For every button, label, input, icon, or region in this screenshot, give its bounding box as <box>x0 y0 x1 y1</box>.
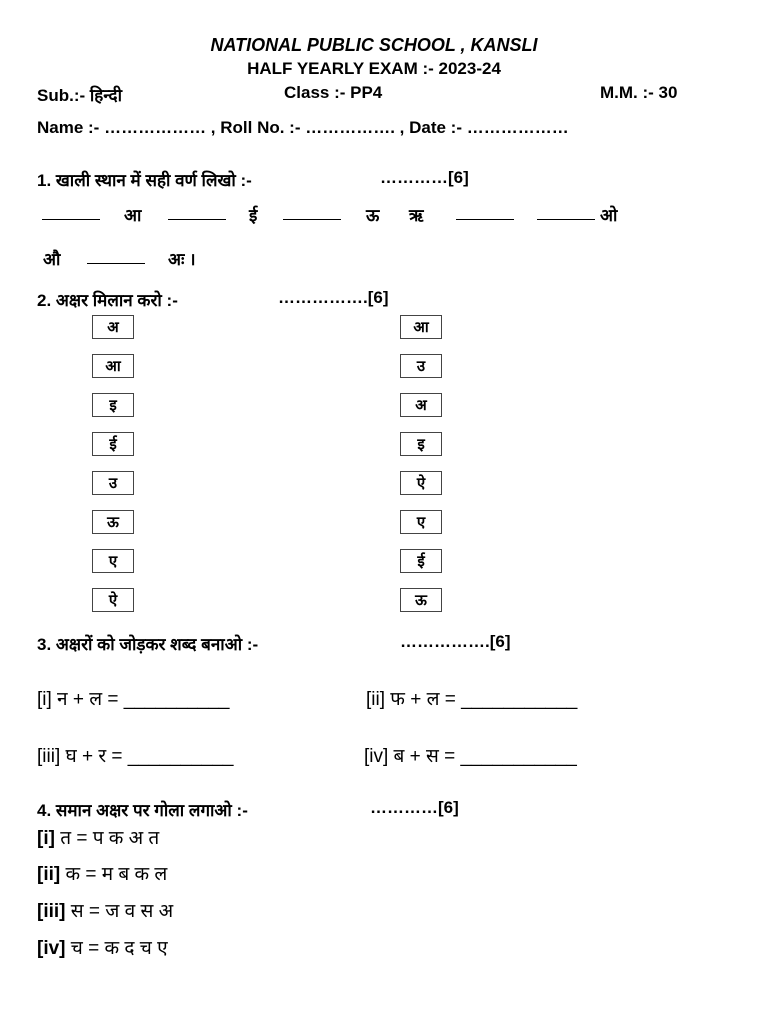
q1-letter: ओ <box>600 206 618 225</box>
q4-marks: …………[6] <box>370 798 459 817</box>
q1-letter: ई <box>249 206 258 225</box>
q4-row-text: स = ज व स अ <box>65 901 174 922</box>
match-right-box: आ <box>400 315 442 339</box>
match-left-box: इ <box>92 393 134 417</box>
q1-letter: ऊ <box>366 206 380 225</box>
school-name: NATIONAL PUBLIC SCHOOL , KANSLI <box>210 35 538 55</box>
q1-letter: औ <box>43 250 61 269</box>
q2-marks: …………….[6] <box>278 288 389 307</box>
q4-row-text: च = क द च ए <box>65 938 168 959</box>
q4-row <box>37 824 159 850</box>
q3-item: [iv] ब + स = ___________ <box>364 746 577 767</box>
q1-marks: …………[6] <box>380 168 469 187</box>
q4-row-text: क = म ब क ल <box>60 864 168 885</box>
q1-blank <box>87 249 145 269</box>
q2-title: 2. अक्षर मिलान करो :- <box>37 291 178 310</box>
q3-item: [iii] घ + र = __________ <box>37 746 234 767</box>
q4-title: 4. समान अक्षर पर गोला लगाओ :- <box>37 801 248 820</box>
q1-title: 1. खाली स्थान में सही वर्ण लिखो :- <box>37 171 252 190</box>
q4-row <box>37 934 168 960</box>
q1-blank <box>42 205 100 225</box>
match-right-box: ई <box>400 549 442 573</box>
q3-title: 3. अक्षरों को जोड़कर शब्द बनाओ :- <box>37 635 259 654</box>
match-left-box: ऊ <box>92 510 134 534</box>
match-left-box: ऐ <box>92 588 134 612</box>
name-roll-date-line: Name :- ……………… , Roll No. :- ……………. , Date :- ……………… <box>37 118 569 137</box>
match-left-box: अ <box>92 315 134 339</box>
q4-row-label: [iv] <box>37 938 66 959</box>
q4-row <box>37 897 173 923</box>
q3-marks: …………….[6] <box>400 632 511 651</box>
max-marks: M.M. :- 30 <box>600 83 678 102</box>
q1-blank <box>456 205 514 225</box>
q4-row-label: [ii] <box>37 864 61 885</box>
subject: Sub.:- हिन्दी <box>37 86 122 105</box>
q4-row-text: त = प क अ त <box>54 828 160 849</box>
match-left-box: आ <box>92 354 134 378</box>
match-right-box: ऐ <box>400 471 442 495</box>
q1-letter: ऋ <box>409 206 424 225</box>
class: Class :- PP4 <box>284 83 383 102</box>
match-right-box: अ <box>400 393 442 417</box>
match-right-box: उ <box>400 354 442 378</box>
q1-letter: आ <box>124 206 142 225</box>
match-right-box: ऊ <box>400 588 442 612</box>
exam-title: HALF YEARLY EXAM :- 2023-24 <box>247 59 501 78</box>
q4-row-label: [i] <box>37 828 55 849</box>
match-left-box: उ <box>92 471 134 495</box>
q1-letter: अः । <box>168 250 196 269</box>
match-left-box: ए <box>92 549 134 573</box>
match-right-box: इ <box>400 432 442 456</box>
match-right-box: ए <box>400 510 442 534</box>
match-left-box: ई <box>92 432 134 456</box>
q3-item: [ii] फ + ल = ___________ <box>366 689 578 710</box>
q4-row-label: [iii] <box>37 901 66 922</box>
q4-row <box>37 860 167 886</box>
q1-blank <box>283 205 341 225</box>
q1-blank <box>537 205 595 225</box>
q3-item: [i] न + ल = __________ <box>37 689 230 710</box>
q1-blank <box>168 205 226 225</box>
